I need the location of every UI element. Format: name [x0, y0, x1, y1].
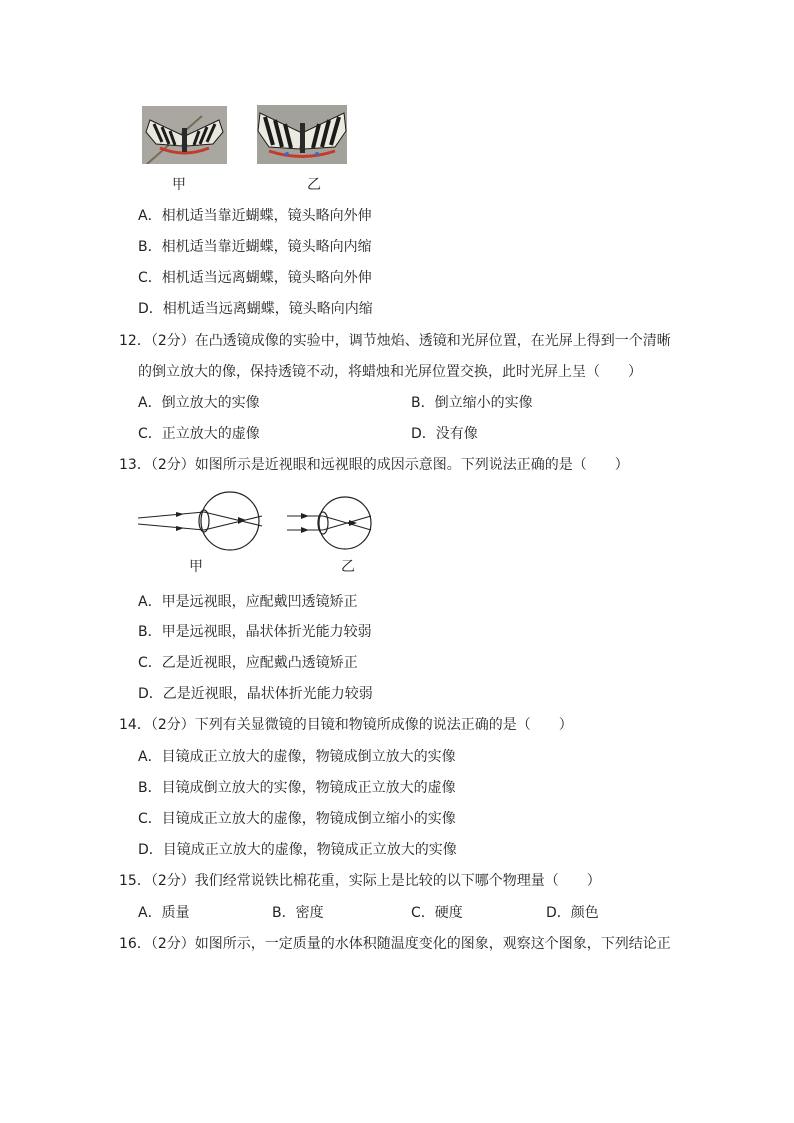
eye-diagram-yi: [283, 495, 378, 551]
q12-stem-line2: 的倒立放大的像，保持透镜不动，将蜡烛和光屏位置交换，此时光屏上呈（ ）: [138, 364, 642, 380]
eye-caption-jia: 甲: [189, 559, 203, 575]
q15-option-a[interactable]: A．质量: [138, 905, 190, 921]
q11-option-a[interactable]: A．相机适当靠近蝴蝶，镜头略向外伸: [138, 208, 372, 224]
q15-option-d[interactable]: D．颜色: [546, 905, 599, 921]
q14-stem: 14．（2分）下列有关显微镜的目镜和物镜所成像的说法正确的是（ ）: [119, 717, 573, 733]
q14-option-d[interactable]: D．目镜成正立放大的虚像，物镜成正立放大的实像: [138, 842, 457, 858]
q11-option-c[interactable]: C．相机适当远离蝴蝶，镜头略向外伸: [138, 270, 372, 286]
q15-stem: 15．（2分）我们经常说铁比棉花重，实际上是比较的以下哪个物理量（ ）: [119, 873, 601, 889]
q13-stem: 13．（2分）如图所示是近视眼和远视眼的成因示意图。下列说法正确的是（ ）: [119, 457, 629, 473]
figure-caption-jia: 甲: [172, 177, 186, 193]
q12-option-b[interactable]: B．倒立缩小的实像: [411, 395, 533, 411]
q12-option-a[interactable]: A．倒立放大的实像: [138, 395, 260, 411]
q14-option-c[interactable]: C．目镜成正立放大的虚像，物镜成倒立缩小的实像: [138, 811, 456, 827]
figure-caption-yi: 乙: [307, 177, 321, 193]
q12-option-d[interactable]: D．没有像: [411, 426, 478, 442]
eye-diagram-jia: [138, 490, 268, 552]
butterfly-photo-jia: [142, 106, 227, 164]
q14-option-a[interactable]: A．目镜成正立放大的虚像，物镜成倒立放大的实像: [138, 749, 456, 765]
q11-option-b[interactable]: B．相机适当靠近蝴蝶，镜头略向内缩: [138, 239, 372, 255]
eye-caption-yi: 乙: [341, 559, 355, 575]
q15-option-c[interactable]: C．硬度: [411, 905, 463, 921]
q16-stem: 16．（2分）如图所示，一定质量的水体积随温度变化的图象，观察这个图象，下列结论正: [119, 936, 671, 952]
q13-option-b[interactable]: B．甲是远视眼，晶状体折光能力较弱: [138, 624, 372, 640]
q13-option-d[interactable]: D．乙是近视眼，晶状体折光能力较弱: [138, 686, 373, 702]
q13-option-c[interactable]: C．乙是近视眼，应配戴凸透镜矫正: [138, 655, 358, 671]
q11-option-d[interactable]: D．相机适当远离蝴蝶，镜头略向内缩: [138, 301, 373, 317]
q14-option-b[interactable]: B．目镜成倒立放大的实像，物镜成正立放大的虚像: [138, 780, 456, 796]
butterfly-photo-yi: [257, 105, 347, 164]
q15-option-b[interactable]: B．密度: [272, 905, 324, 921]
q12-option-c[interactable]: C．正立放大的虚像: [138, 426, 260, 442]
q12-stem-line1: 12．（2分）在凸透镜成像的实验中，调节烛焰、透镜和光屏位置，在光屏上得到一个清晰: [119, 333, 671, 349]
q13-option-a[interactable]: A．甲是远视眼，应配戴凹透镜矫正: [138, 594, 358, 610]
